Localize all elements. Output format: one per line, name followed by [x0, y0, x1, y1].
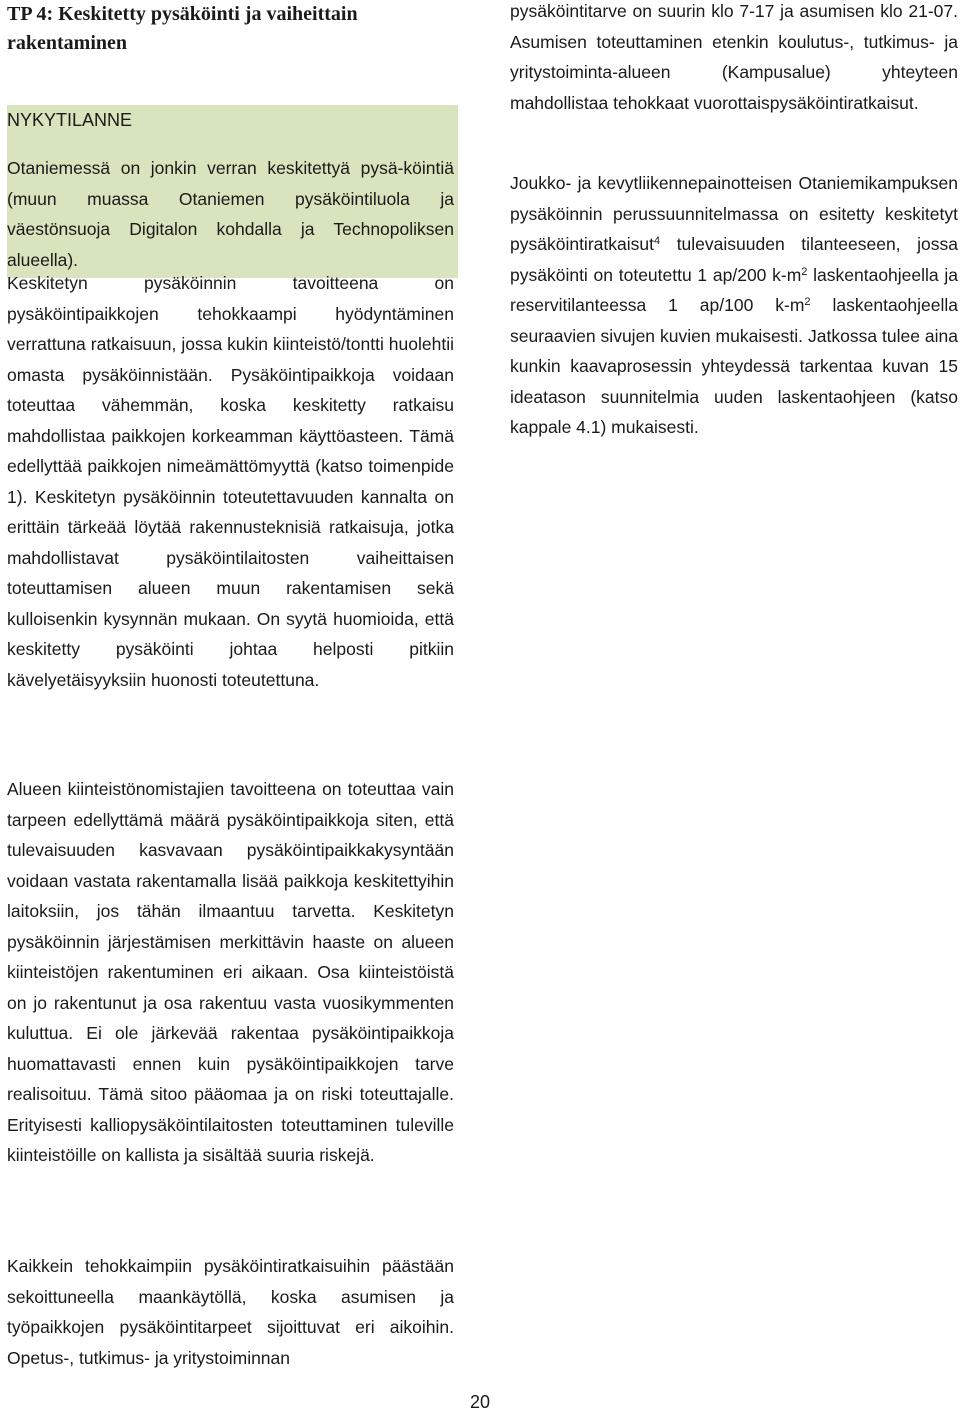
- paragraph-parking-demand: pysäköintitarve on suurin klo 7-17 ja asumisen klo 21-07. Asumisen toteuttaminen etenkin koulutus-, tutkimus- ja yritystoiminta-alueen (Kampusalue) yhteyteen mahdollistaa tehokkaat vuorottaispysäköintiratkaisut.: [510, 1, 958, 113]
- superscript-2-b: 2: [804, 296, 811, 308]
- paragraph-centralized-parking: Keskitetyn pysäköinnin tavoitteena on pysäköintipaikkojen tehokkaampi hyödyntäminen verrattuna ratkaisuun, jossa kukin kiinteistö/tontti huolehtii omasta pysäköinnistään. Pysäköintipaikkoja voidaan toteuttaa vähemmän, koska keskitetty ratkaisu mahdollistaa paikkojen korkeamman käyttöasteen. Tämä edellyttää paikkojen nimeämättömyyttä (katso toimenpide 1). Keskitetyn pysäköinnin toteutettavuuden kannalta on erittäin tärkeää löytää rakennusteknisiä ratkaisuja, jotka mahdollistavat pysäköintilaitosten vaiheittaisen toteuttamisen alueen muun rakentamisen sekä kulloisenkin kysynnän mukaan. On syytä huomioida, että keskitetty pysäköinti johtaa helposti pitkiin kävelyetäisyyksiin huonosti toteutettuna.: [7, 273, 454, 690]
- paragraph-property-owners: Alueen kiinteistönomistajien tavoitteena on toteuttaa vain tarpeen edellyttämä määrä pysäköintipaikkoja siten, että tulevaisuuden kasvavaan pysäköintipaikkakysyntään voidaan vastata rakentamalla lisää paikkoja keskitettyihin laitoksiin, jos tähän ilmaantuu tarvetta. Keskitetyn pysäköinnin järjestämisen merkittävin haaste on alueen kiinteistöjen rakentuminen eri aikaan. Osa kiinteistöistä on jo rakentunut ja osa rakentuu vasta vuosikymmenten kuluttua. Ei ole järkevää rakentaa pysäköintipaikkoja huomattavasti ennen kuin pysäköintipaikkojen tarve realisoituu. Tämä sitoo pääomaa ja on riski toteuttajalle. Erityisesti kalliopysäköintilaitosten toteuttaminen tuleville kiinteistöille on kallista ja sisältää suuria riskejä.: [7, 779, 454, 1165]
- section-title: TP 4: Keskitetty pysäköinti ja vaiheittain rakentaminen: [7, 3, 358, 54]
- campus-plan-text-c: laskentaohjeella ja reservitilanteessa 1 ap/100 k-m: [510, 264, 958, 315]
- superscript-2-a: 2: [801, 265, 808, 278]
- current-status-text: Otaniemessä on jonkin verran keskitettyä pysä-köintiä (muun muassa Otaniemen pysäköintiluola ja väestönsuoja Digitalon kohdalla ja Technopoliksen alueella).: [7, 158, 454, 270]
- left-column: [7, 0, 454, 1368]
- footnote-ref-4: 4: [653, 235, 661, 247]
- campus-plan-text-a: Joukko- ja kevytliikennepainotteisen Otaniemikampuksen pysäköinnin perussuunnitelmassa on esitetty keskitetyt pysäköintiratkaisut: [510, 173, 958, 254]
- campus-plan-text-d: laskentaohjeella seuraavien sivujen kuvien mukaisesti. Jatkossa tulee aina kunkin kaavaprosessin yhteydessä tarkentaa kuvan 15 ideatason suunnitelmia uuden laskentaohjeen (katso kappale 4.1) mukaisesti.: [510, 295, 958, 437]
- campus-plan-text-b: tulevaisuuden tilanteeseen, jossa pysäköinti on toteutettu 1 ap/200 k-m: [510, 234, 958, 285]
- paragraph-campus-plan: [510, 168, 958, 443]
- current-status-heading: NYKYTILANNE: [7, 110, 133, 130]
- page-number: 20: [469, 1392, 491, 1412]
- paragraph-mixed-land-use: Kaikkein tehokkaimpiin pysäköintiratkaisuihin päästään sekoittuneella maankäytöllä, koska asumisen ja työpaikkojen pysäköintitarpeet sijoittuvat eri aikoihin. Opetus-, tutkimus- ja yritystoiminnan: [7, 1256, 454, 1368]
